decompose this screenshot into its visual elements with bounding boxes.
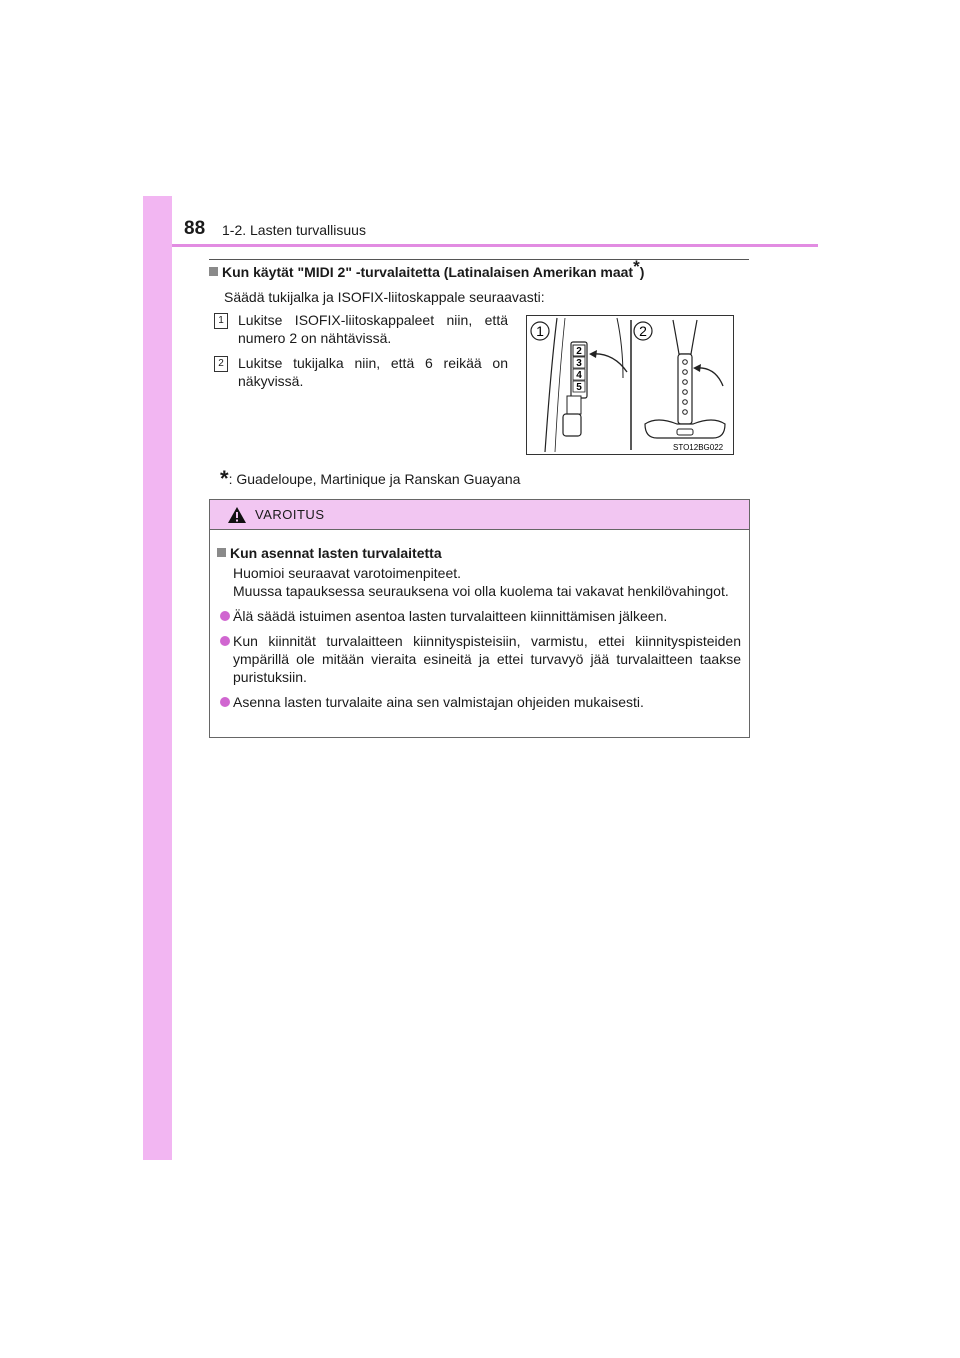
step-number-icon: 1 xyxy=(214,313,228,329)
bullet-dot-icon xyxy=(220,611,230,621)
header-rule xyxy=(172,244,818,247)
svg-text:2: 2 xyxy=(576,346,582,357)
warning-bullet: Asenna lasten turvalaite aina sen valmistajan ohjeiden mukaisesti. xyxy=(217,693,741,711)
warning-body xyxy=(210,530,749,711)
warning-title: Kun asennat lasten turvalaitetta xyxy=(217,544,741,562)
step-text: Lukitse ISOFIX-liitoskappaleet niin, että numero 2 on nähtävissä. xyxy=(238,312,508,346)
side-tab-strip xyxy=(143,196,172,1160)
warning-header xyxy=(210,500,749,530)
page-number: 88 xyxy=(184,218,206,239)
svg-text:2: 2 xyxy=(639,323,647,339)
isofix-drawing xyxy=(527,316,733,454)
warning-bullet: Kun kiinnität turvalaitteen kiinnityspisteisiin, varmistu, ettei kiinnityspisteiden ympärillä ole mitään vieraita esineitä ja ettei turvavyö jää turvalaitteen taakse puristuksiin. xyxy=(217,632,741,686)
square-bullet-icon xyxy=(209,267,218,276)
warning-intro: Huomioi seuraavat varotoimenpiteet. xyxy=(233,565,462,581)
warning-consequence: Muussa tapauksessa seurauksena voi olla kuolema tai vakavat henkilövahingot. xyxy=(233,583,729,599)
bullet-dot-icon xyxy=(220,697,230,707)
midi-intro: Säädä tukijalka ja ISOFIX-liitoskappale seuraavasti: xyxy=(224,289,545,305)
isofix-illustration xyxy=(526,315,734,455)
midi-heading: Kun käytät "MIDI 2" -turvalaitetta (Latinalaisen Amerikan maat*) xyxy=(209,264,644,280)
svg-text:STO12BG022: STO12BG022 xyxy=(673,443,724,452)
svg-text:4: 4 xyxy=(576,370,582,381)
square-bullet-icon xyxy=(217,548,226,557)
section-title: 1-2. Lasten turvallisuus xyxy=(222,222,366,238)
step-list xyxy=(214,311,508,397)
step-number-icon: 2 xyxy=(214,356,228,372)
warning-triangle-icon xyxy=(227,506,247,524)
step-item xyxy=(214,311,508,347)
section-divider xyxy=(209,259,749,260)
svg-text:5: 5 xyxy=(576,382,582,393)
warning-box xyxy=(209,499,750,738)
bullet-dot-icon xyxy=(220,636,230,646)
footnote: *: Guadeloupe, Martinique ja Ranskan Guayana xyxy=(220,466,521,491)
svg-text:3: 3 xyxy=(576,358,582,369)
svg-text:1: 1 xyxy=(536,323,544,339)
step-item xyxy=(214,354,508,390)
warning-label: VAROITUS xyxy=(255,507,325,522)
warning-bullet: Älä säädä istuimen asentoa lasten turvalaitteen kiinnittämisen jälkeen. xyxy=(217,607,741,625)
step-text: Lukitse tukijalka niin, että 6 reikää on näkyvissä. xyxy=(238,355,508,389)
